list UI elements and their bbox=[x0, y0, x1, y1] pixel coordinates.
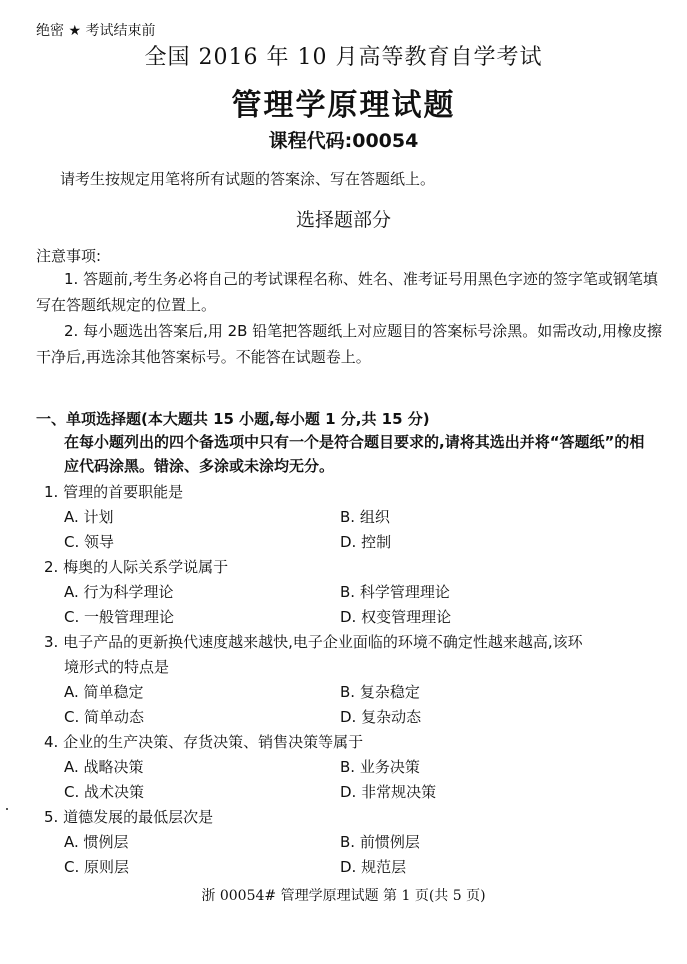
option-a: A. 战略决策 bbox=[64, 758, 144, 776]
page-title: 管理学原理试题 bbox=[231, 88, 456, 123]
note-item: 2. 每小题选出答案后,用 2B 铅笔把答题纸上对应题目的答案标号涂黑。如需改动,用橡皮擦干净后,再选涂其他答案标号。不能答在试题卷上。 bbox=[36, 322, 662, 366]
section-heading: 选择题部分 bbox=[295, 209, 391, 231]
option-d: D. 权变管理理论 bbox=[340, 608, 452, 626]
option-c: C. 战术决策 bbox=[64, 783, 145, 801]
course-code: 课程代码:00054 bbox=[268, 130, 419, 152]
option-b: B. 前惯例层 bbox=[340, 833, 420, 851]
option-c: C. 一般管理理论 bbox=[64, 608, 175, 626]
option-b: B. 组织 bbox=[340, 508, 390, 526]
option-b: B. 科学管理理论 bbox=[340, 583, 450, 601]
option-d: D. 规范层 bbox=[340, 858, 407, 876]
question-stem: 5. 道德发展的最低层次是 bbox=[44, 808, 214, 826]
scan-dot bbox=[6, 808, 8, 810]
question-stem: 3. 电子产品的更新换代速度越来越快,电子企业面临的环境不确定性越来越高,该环 bbox=[44, 633, 583, 651]
option-a: A. 简单稳定 bbox=[64, 683, 144, 701]
question-stem: 4. 企业的生产决策、存货决策、销售决策等属于 bbox=[44, 733, 364, 751]
option-b: B. 业务决策 bbox=[340, 758, 420, 776]
notes-heading: 注意事项: bbox=[36, 247, 102, 265]
option-a: A. 计划 bbox=[64, 508, 114, 526]
option-c: C. 简单动态 bbox=[64, 708, 145, 726]
option-d: D. 复杂动态 bbox=[340, 708, 422, 726]
option-d: D. 控制 bbox=[340, 533, 392, 551]
option-a: A. 行为科学理论 bbox=[64, 583, 174, 601]
option-c: C. 领导 bbox=[64, 533, 115, 551]
page-footer: 浙 00054# 管理学原理试题 第 1 页(共 5 页) bbox=[201, 888, 486, 904]
part-heading: 一、单项选择题(本大题共 15 小题,每小题 1 分,共 15 分) bbox=[36, 410, 430, 428]
exam-session-line: 全国 2016 年 10 月高等教育自学考试 bbox=[144, 45, 543, 70]
option-b: B. 复杂稳定 bbox=[340, 683, 420, 701]
question-stem-continuation: 境形式的特点是 bbox=[64, 658, 170, 676]
confidential-label: 绝密 ★ 考试结束前 bbox=[36, 23, 156, 39]
option-d: D. 非常规决策 bbox=[340, 783, 437, 801]
option-c: C. 原则层 bbox=[64, 858, 130, 876]
part-description: 在每小题列出的四个备选项中只有一个是符合题目要求的,请将其选出并将“答题纸”的相应代码涂黑。错涂、多涂或未涂均无分。 bbox=[64, 433, 645, 475]
question-stem: 2. 梅奥的人际关系学说属于 bbox=[44, 558, 229, 576]
note-item: 1. 答题前,考生务必将自己的考试课程名称、姓名、准考证号用黑色字迹的签字笔或钢笔填写在答题纸规定的位置上。 bbox=[36, 270, 658, 314]
option-a: A. 惯例层 bbox=[64, 833, 129, 851]
question-stem: 1. 管理的首要职能是 bbox=[44, 483, 184, 501]
answer-instruction: 请考生按规定用笔将所有试题的答案涂、写在答题纸上。 bbox=[60, 170, 436, 188]
